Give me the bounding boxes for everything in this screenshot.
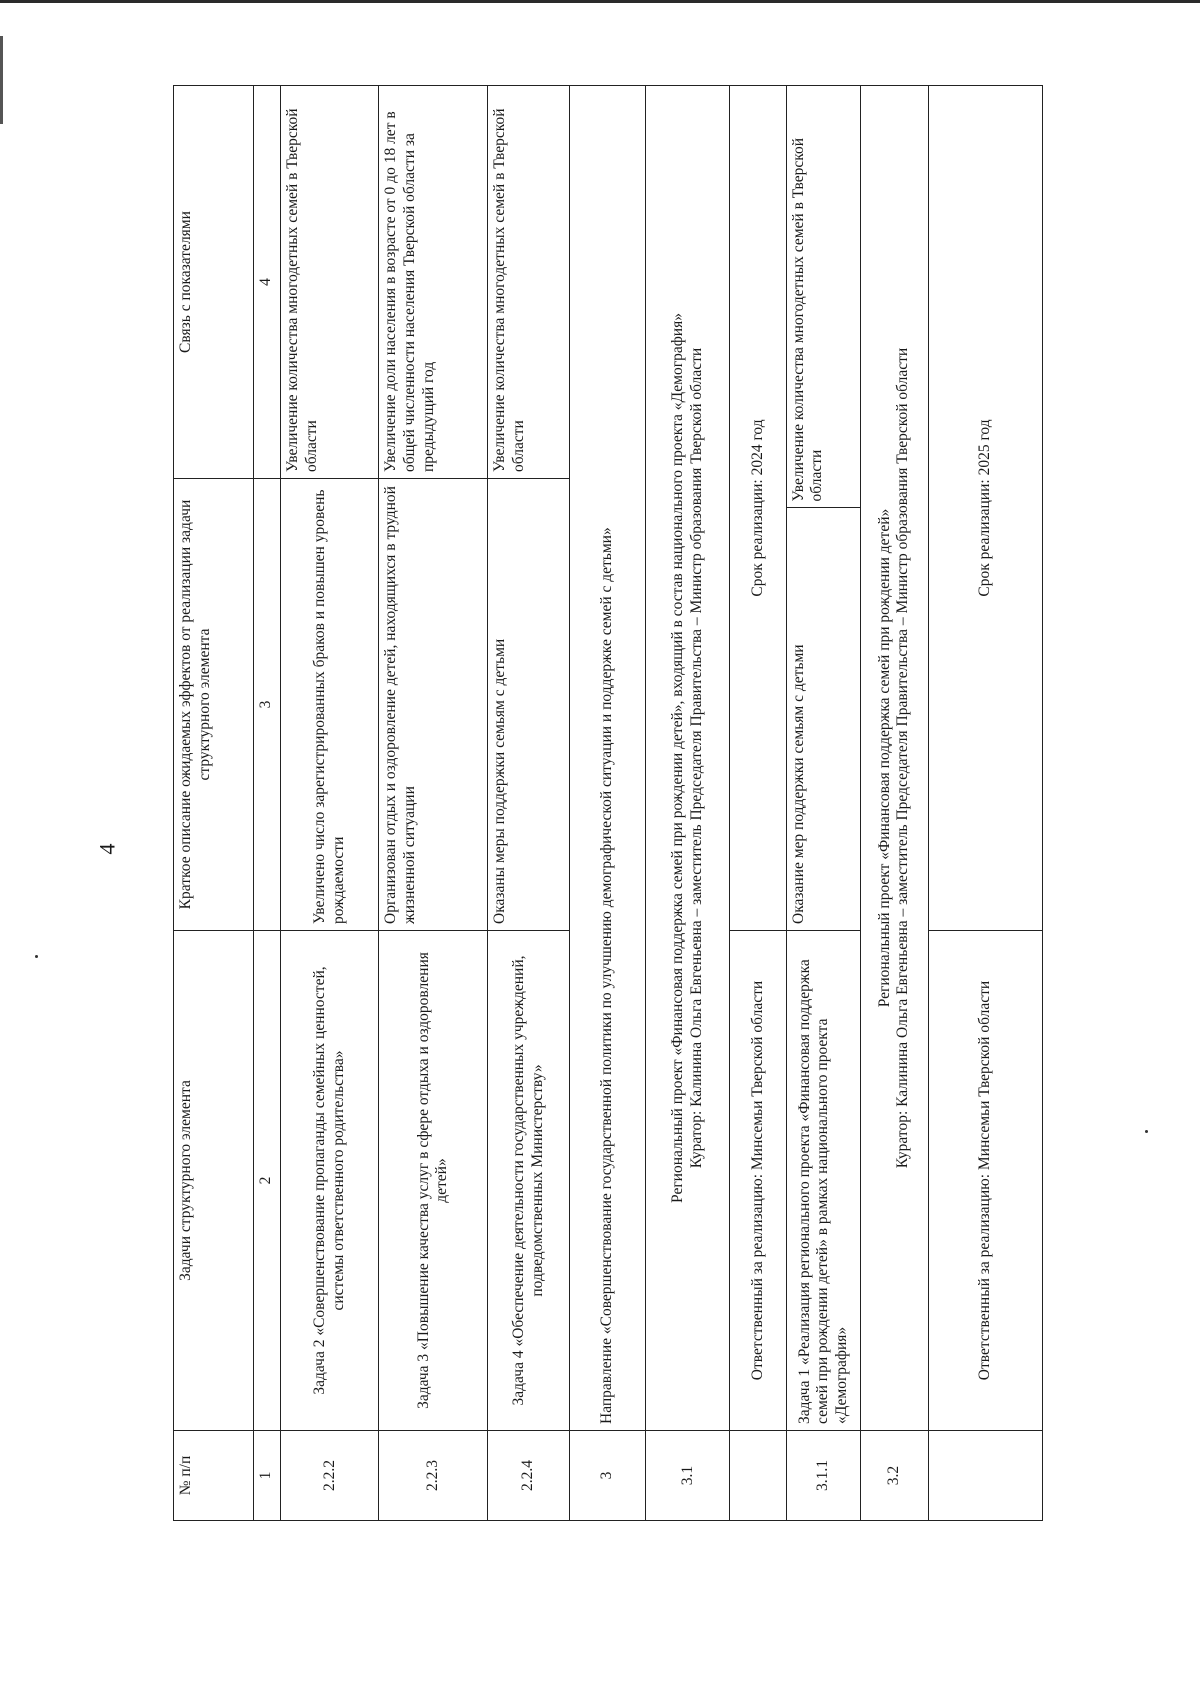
header-link: Связь с показателями	[174, 86, 254, 479]
table-header-row	[174, 86, 254, 1521]
project-row	[646, 86, 730, 1521]
project-term: Срок реализации: 2025 год	[928, 86, 1042, 931]
row-effect: Оказание мер поддержки семьям с детьми	[787, 508, 860, 931]
row-effect: Оказаны меры поддержки семьям с детьми	[488, 479, 570, 931]
header-num: № п/п	[174, 1431, 254, 1521]
row-effect-and-link	[786, 86, 860, 931]
row-effect: Увеличено число зарегистрированных браков и повышен уровень рождаемости	[281, 479, 379, 931]
row-task: Задача 4 «Обеспечение деятельности государственных учреждений, подведомственных Министерству»	[488, 931, 570, 1431]
project-responsible-row	[730, 86, 787, 1521]
project-description	[860, 86, 928, 1431]
direction-text: Направление «Совершенствование государственной политики по улучшению демографической ситуации и поддержке семей с детьми»	[570, 86, 646, 1431]
project-responsible-row	[928, 86, 1042, 1521]
table-row	[786, 86, 860, 1521]
structure-table	[173, 85, 1043, 1521]
page-number: 4	[94, 843, 120, 855]
header-task: Задачи структурного элемента	[174, 931, 254, 1431]
column-number: 1	[253, 1431, 281, 1521]
scan-speck	[1145, 1130, 1148, 1133]
project-curator: Куратор: Калинина Ольга Евгеньевна – заместитель Председателя Правительства – Министр образования Тверской области	[687, 347, 705, 1169]
project-responsible: Ответственный за реализацию: Минсемьи Тверской области	[730, 931, 787, 1431]
row-link: Увеличение доли населения в возрасте от 0 до 18 лет в общей численности населения Тверской области за предыдущий год	[379, 86, 488, 479]
header-effect: Краткое описание ожидаемых эффектов от реализации задачи структурного элемента	[174, 479, 254, 931]
scan-left-mark	[0, 36, 3, 124]
project-number: 3.1	[646, 1431, 730, 1521]
project-title: Региональный проект «Финансовая поддержка семей при рождении детей», входящий в состав национального проекта «Демография»	[669, 313, 687, 1203]
table-row	[281, 86, 379, 1521]
row-task: Задача 2 «Совершенствование пропаганды семейных ценностей, системы ответственного родительства»	[281, 931, 379, 1431]
direction-number: 3	[570, 1431, 646, 1521]
empty-cell	[730, 1431, 787, 1521]
row-task: Задача 1 «Реализация регионального проекта «Финансовая поддержка семей при рождении детей» в рамках национального проекта «Демография»	[786, 931, 860, 1431]
scan-speck	[35, 955, 38, 958]
row-task: Задача 3 «Повышение качества услуг в сфере отдыха и оздоровления детей»	[379, 931, 488, 1431]
row-number: 3.1.1	[786, 1431, 860, 1521]
direction-row	[570, 86, 646, 1521]
project-responsible: Ответственный за реализацию: Минсемьи Тверской области	[928, 931, 1042, 1431]
column-number: 4	[253, 86, 281, 479]
column-number: 3	[253, 479, 281, 931]
row-effect: Организован отдых и оздоровление детей, находящихся в трудной жизненной ситуации	[379, 479, 488, 931]
project-description	[646, 86, 730, 1431]
row-number: 2.2.3	[379, 1431, 488, 1521]
row-number: 2.2.4	[488, 1431, 570, 1521]
table-row	[379, 86, 488, 1521]
project-term: Срок реализации: 2024 год	[730, 86, 787, 931]
row-link: Увеличение количества многодетных семей в Тверской области	[789, 137, 826, 502]
project-number: 3.2	[860, 1431, 928, 1521]
project-row	[860, 86, 928, 1521]
row-link: Увеличение количества многодетных семей в Тверской области	[488, 86, 570, 479]
empty-cell	[928, 1431, 1042, 1521]
row-link: Увеличение количества многодетных семей в Тверской области	[281, 86, 379, 479]
project-title: Региональный проект «Финансовая поддержка семей при рождении детей»	[875, 508, 893, 1008]
row-number: 2.2.2	[281, 1431, 379, 1521]
scan-top-edge	[0, 0, 1200, 3]
project-curator: Куратор: Калинина Ольга Евгеньевна – заместитель Председателя Правительства – Министр образования Тверской области	[894, 347, 912, 1169]
rotated-page	[173, 86, 1043, 1521]
table-row	[488, 86, 570, 1521]
column-number: 2	[253, 931, 281, 1431]
column-number-row	[253, 86, 281, 1521]
